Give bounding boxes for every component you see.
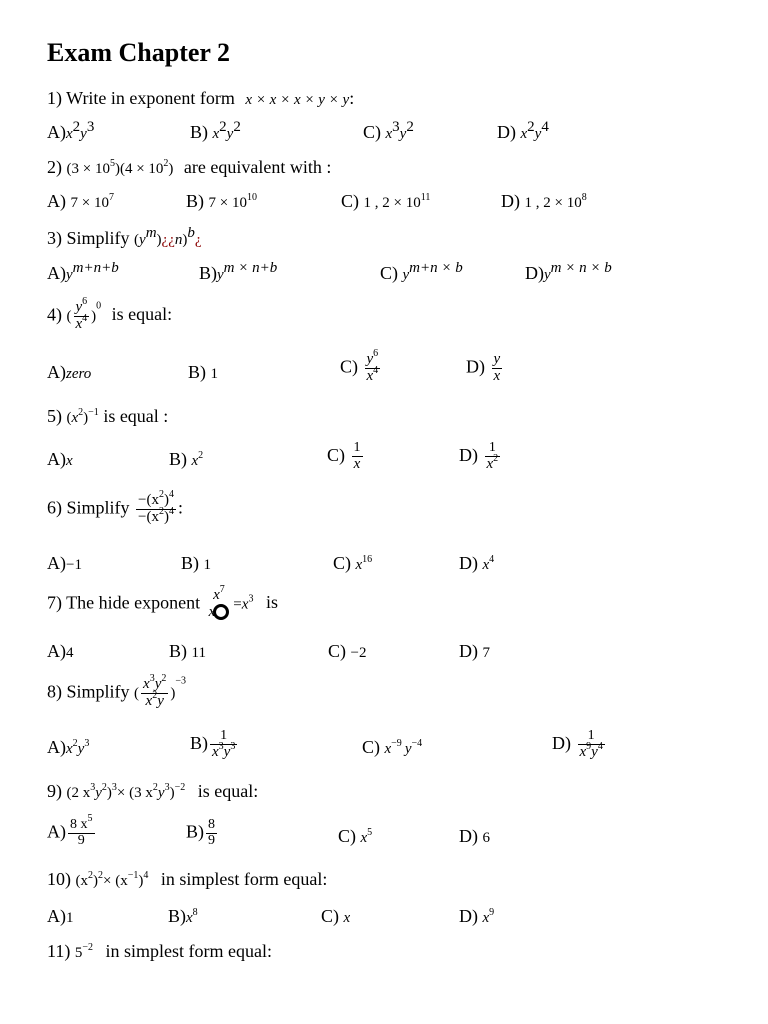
- question-2: 2) $(3 \times 10^5)(4 \times 10^2)$ are equivalent with :: [47, 157, 332, 177]
- q5-answer-b[interactable]: B) $x^2$: [169, 449, 204, 469]
- q6-answer-c[interactable]: C) $x^{16}$: [333, 553, 373, 573]
- question-9: 9) (2 $x^3y^2)^3\times (3$ $x^2y^3)^{-2}$ is equal:: [47, 781, 259, 801]
- q6-answer-a[interactable]: A)−1: [47, 553, 82, 573]
- q3-answer-c[interactable]: C) $y^{m+n \times b}$: [380, 260, 463, 283]
- q4-fraction: $\frac{y^6}{x^4}$: [75, 296, 88, 332]
- q7-answer-d[interactable]: D) 7: [459, 641, 490, 661]
- q10-answer-a[interactable]: A)1: [47, 906, 74, 926]
- q7-answer-c[interactable]: C) −2: [328, 641, 367, 661]
- q4-answer-c[interactable]: C) $\frac{y^6}{x^4}$: [340, 348, 379, 384]
- q9-answer-c[interactable]: C) $x^5$: [338, 826, 373, 846]
- q8-answer-b[interactable]: B) $\frac{1}{x^3y^3}$: [190, 728, 236, 760]
- q4-answer-a[interactable]: A)zero: [47, 362, 92, 382]
- q1-answer-d[interactable]: D) $x^2y^4$: [497, 119, 549, 142]
- q5-answer-a[interactable]: A)x: [47, 449, 73, 469]
- question-11: 11) $5^{-2}$ in simplest form equal:: [47, 941, 272, 961]
- q7-answer-b[interactable]: B) 11: [169, 641, 206, 661]
- q3-answer-b[interactable]: $B)y^{m \times n+b}$: [199, 260, 278, 283]
- q4-answer-d[interactable]: D) $\frac{y}{x}$: [466, 351, 501, 384]
- q9-answer-d[interactable]: D) 6: [459, 826, 490, 846]
- q9-answer-b[interactable]: B) $\frac{8}{9}$: [186, 817, 215, 848]
- q2-answer-a[interactable]: A) $7 \times 10^7$: [47, 191, 114, 211]
- question-3: 3) Simplify $(y^m)¿¿n)^b¿$: [47, 225, 202, 248]
- hidden-exponent-marker: [213, 604, 229, 620]
- q2-answer-d[interactable]: D) 1 , $2 \times 10^8$: [501, 191, 587, 211]
- question-8: 8) Simplify ( $\frac{x^3y^2}{x^2y}$ )$^{-3}$: [47, 673, 186, 709]
- question-7: 7) The hide exponent $x^7$ x $=x^3$ is: [47, 584, 278, 620]
- q2-answer-b[interactable]: B) $7 \times 10^{10}$: [186, 191, 257, 211]
- q9-answer-a[interactable]: A) $\frac{8 x^5}{9}$: [47, 813, 93, 848]
- question-10: 10) $(x^2)^2\times (x^{-1})^4$ in simplest form equal:: [47, 869, 328, 889]
- question-5: 5) $(x^2)^{-1}$ is equal :: [47, 406, 169, 426]
- q10-answer-c[interactable]: C) x: [321, 906, 351, 926]
- q2-answer-c[interactable]: C) 1 , $2 \times 10^{11}$: [341, 191, 431, 211]
- q8-answer-c[interactable]: C) $x^{-9}$ $y^{-4}$: [362, 737, 423, 757]
- q4-answer-b[interactable]: B) 1: [188, 362, 218, 382]
- page-title: Exam Chapter 2: [47, 38, 230, 67]
- q1-answer-a[interactable]: $A)x^2y^3$: [47, 119, 95, 142]
- q10-answer-b[interactable]: $B)x^8$: [168, 906, 198, 926]
- q1-answer-b[interactable]: B) $x^2y^2$: [190, 119, 241, 142]
- q8-answer-a[interactable]: $A)x^2y^3$: [47, 737, 90, 757]
- q6-answer-b[interactable]: B) 1: [181, 553, 211, 573]
- q8-answer-d[interactable]: D) $\frac{1}{x^9y^4}$: [552, 728, 603, 760]
- q6-answer-d[interactable]: D) $x^4$: [459, 553, 495, 573]
- q3-answer-d[interactable]: $D)y^{m \times n \times b}$: [525, 260, 612, 283]
- q7-answer-a[interactable]: A)4: [47, 641, 74, 661]
- question-1: 1) Write in exponent form x × x × x × y × y:: [47, 88, 355, 108]
- q1-answer-c[interactable]: C) $x^3y^2$: [363, 119, 414, 142]
- q10-answer-d[interactable]: D) $x^9$: [459, 906, 495, 926]
- question-6: 6) Simplify $\frac{-(x^2)^4}{-(x^2)^4}$ :: [47, 489, 183, 525]
- question-4: 4) ( $\frac{y^6}{x^4}$ )$^0$ is equal:: [47, 296, 173, 332]
- q3-answer-a[interactable]: $A)y^{m+n+b}$: [47, 260, 119, 283]
- q5-answer-c[interactable]: C) $\frac{1}{x}$: [327, 440, 361, 472]
- q5-answer-d[interactable]: D) $\frac{1}{x^2}$: [459, 440, 499, 472]
